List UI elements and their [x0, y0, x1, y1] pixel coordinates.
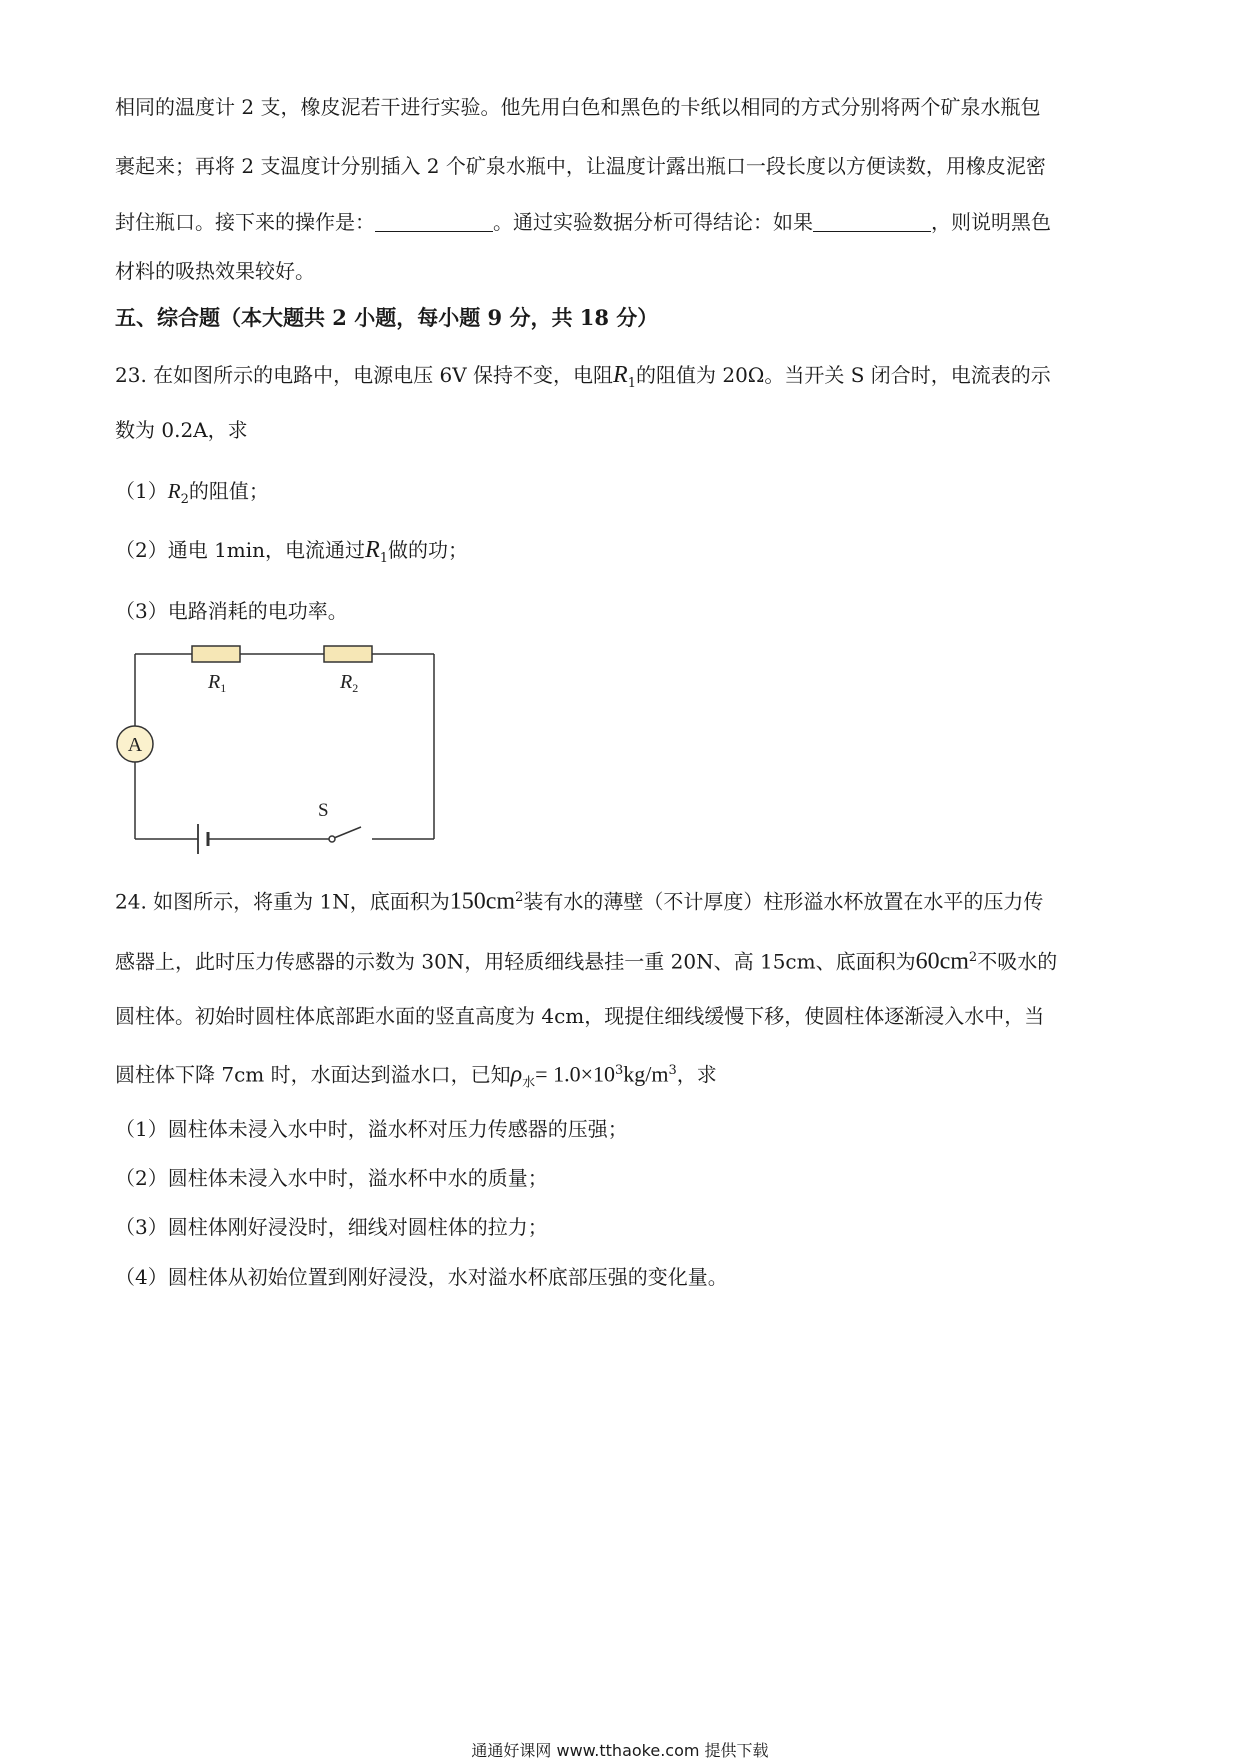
density-unit: kg/m [623, 1061, 669, 1087]
r1-label: $R_1$ [208, 671, 227, 695]
q23-sub-text: 做的功； [388, 538, 469, 562]
intro-line-4: 材料的吸热效果较好。 [115, 259, 315, 283]
area-value: 150cm [449, 888, 516, 915]
var-r: R [365, 537, 380, 563]
switch-blade [334, 827, 361, 838]
q24-line-4 [115, 1056, 1125, 1099]
q23-sub-text: （2）通电 1min，电流通过 [115, 538, 366, 562]
var-r: R [167, 479, 181, 503]
intro-text: 封住瓶口。接下来的操作是： [115, 210, 375, 234]
q24-text: 感器上，此时压力传感器的示数为 30N，用轻质细线悬挂一重 20N、高 15cm、底面积为 [115, 949, 916, 974]
var-sub: 1 [379, 551, 389, 566]
answer-blank-1[interactable] [375, 211, 493, 232]
intro-line-2: 裹起来；再将 2 支温度计分别插入 2 个矿泉水瓶中，让温度计露出瓶口一段长度以方便读数，用橡皮泥密 [115, 154, 1046, 178]
circuit-diagram [108, 640, 448, 860]
q23-stem-line-2: 数为 0.2A，求 [115, 418, 248, 442]
q23-sub-prefix: （1） [115, 479, 168, 503]
q24-text: 装有水的薄壁（不计厚度）柱形溢水杯放置在水平的压力传 [523, 889, 1044, 914]
rho-symbol: ρ [510, 1061, 523, 1088]
exponent: 3 [614, 1063, 624, 1078]
var-sub: 2 [180, 492, 189, 507]
q24-text: 不吸水的 [977, 949, 1058, 974]
exponent: 2 [968, 950, 978, 965]
intro-text: ，则说明黑色 [931, 210, 1051, 234]
var-sub: 1 [627, 376, 636, 391]
exponent: 2 [515, 890, 524, 905]
intro-text: 。通过实验数据分析可得结论：如果 [493, 210, 813, 234]
q23-sub-1 [115, 476, 1125, 515]
q23-stem-line-1 [115, 360, 1125, 399]
q24-sub-1: （1）圆柱体未浸入水中时，溢水杯对压力传感器的压强； [115, 1117, 628, 1141]
q23-sub-text: 的阻值； [188, 479, 269, 503]
resistor-r2 [324, 646, 372, 662]
q24-sub-4: （4）圆柱体从初始位置到刚好浸没，水对溢水杯底部压强的变化量。 [115, 1265, 728, 1289]
switch-label: S [318, 800, 329, 821]
intro-line-3 [115, 207, 1125, 237]
answer-blank-2[interactable] [813, 211, 931, 232]
q24-line-3: 圆柱体。初始时圆柱体底部距水面的竖直高度为 4cm，现提住细线缓慢下移，使圆柱体逐渐浸入水中，当 [115, 1004, 1045, 1028]
q23-sub-3: （3）电路消耗的电功率。 [115, 599, 348, 623]
resistor-r1 [192, 646, 240, 662]
q24-text: 24. 如图所示，将重为 1N，底面积为 [115, 889, 450, 914]
exponent: 3 [668, 1063, 677, 1078]
q24-text: 圆柱体下降 7cm 时，水面达到溢水口，已知 [115, 1062, 511, 1087]
switch-pivot [329, 836, 335, 842]
rho-subscript: 水 [522, 1075, 536, 1091]
r2-label: $R_2$ [340, 671, 359, 695]
intro-line-1: 相同的温度计 2 支，橡皮泥若干进行实验。他先用白色和黑色的卡纸以相同的方式分别将两个矿泉水瓶包 [115, 95, 1041, 119]
q23-sub-2 [115, 535, 1125, 574]
q23-text: 23. 在如图所示的电路中，电源电压 6V 保持不变，电阻 [115, 363, 614, 387]
q24-line-2 [115, 943, 1125, 977]
ammeter-label: A [127, 734, 143, 756]
q24-text: ，求 [676, 1062, 717, 1087]
area-value: 60cm [915, 948, 969, 975]
density-value: = 1.0×10 [535, 1061, 615, 1087]
var-r: R [613, 362, 628, 388]
q24-sub-3: （3）圆柱体刚好浸没时，细线对圆柱体的拉力； [115, 1215, 548, 1239]
page-footer: 通通好课网 www.tthaoke.com 提供下载 [471, 1741, 769, 1760]
section-heading: 五、综合题（本大题共 2 小题，每小题 9 分，共 18 分） [115, 305, 659, 330]
q24-line-1 [115, 883, 1125, 917]
q24-sub-2: （2）圆柱体未浸入水中时，溢水杯中水的质量； [115, 1166, 548, 1190]
q23-text: 的阻值为 20Ω。当开关 S 闭合时，电流表的示 [636, 363, 1051, 387]
